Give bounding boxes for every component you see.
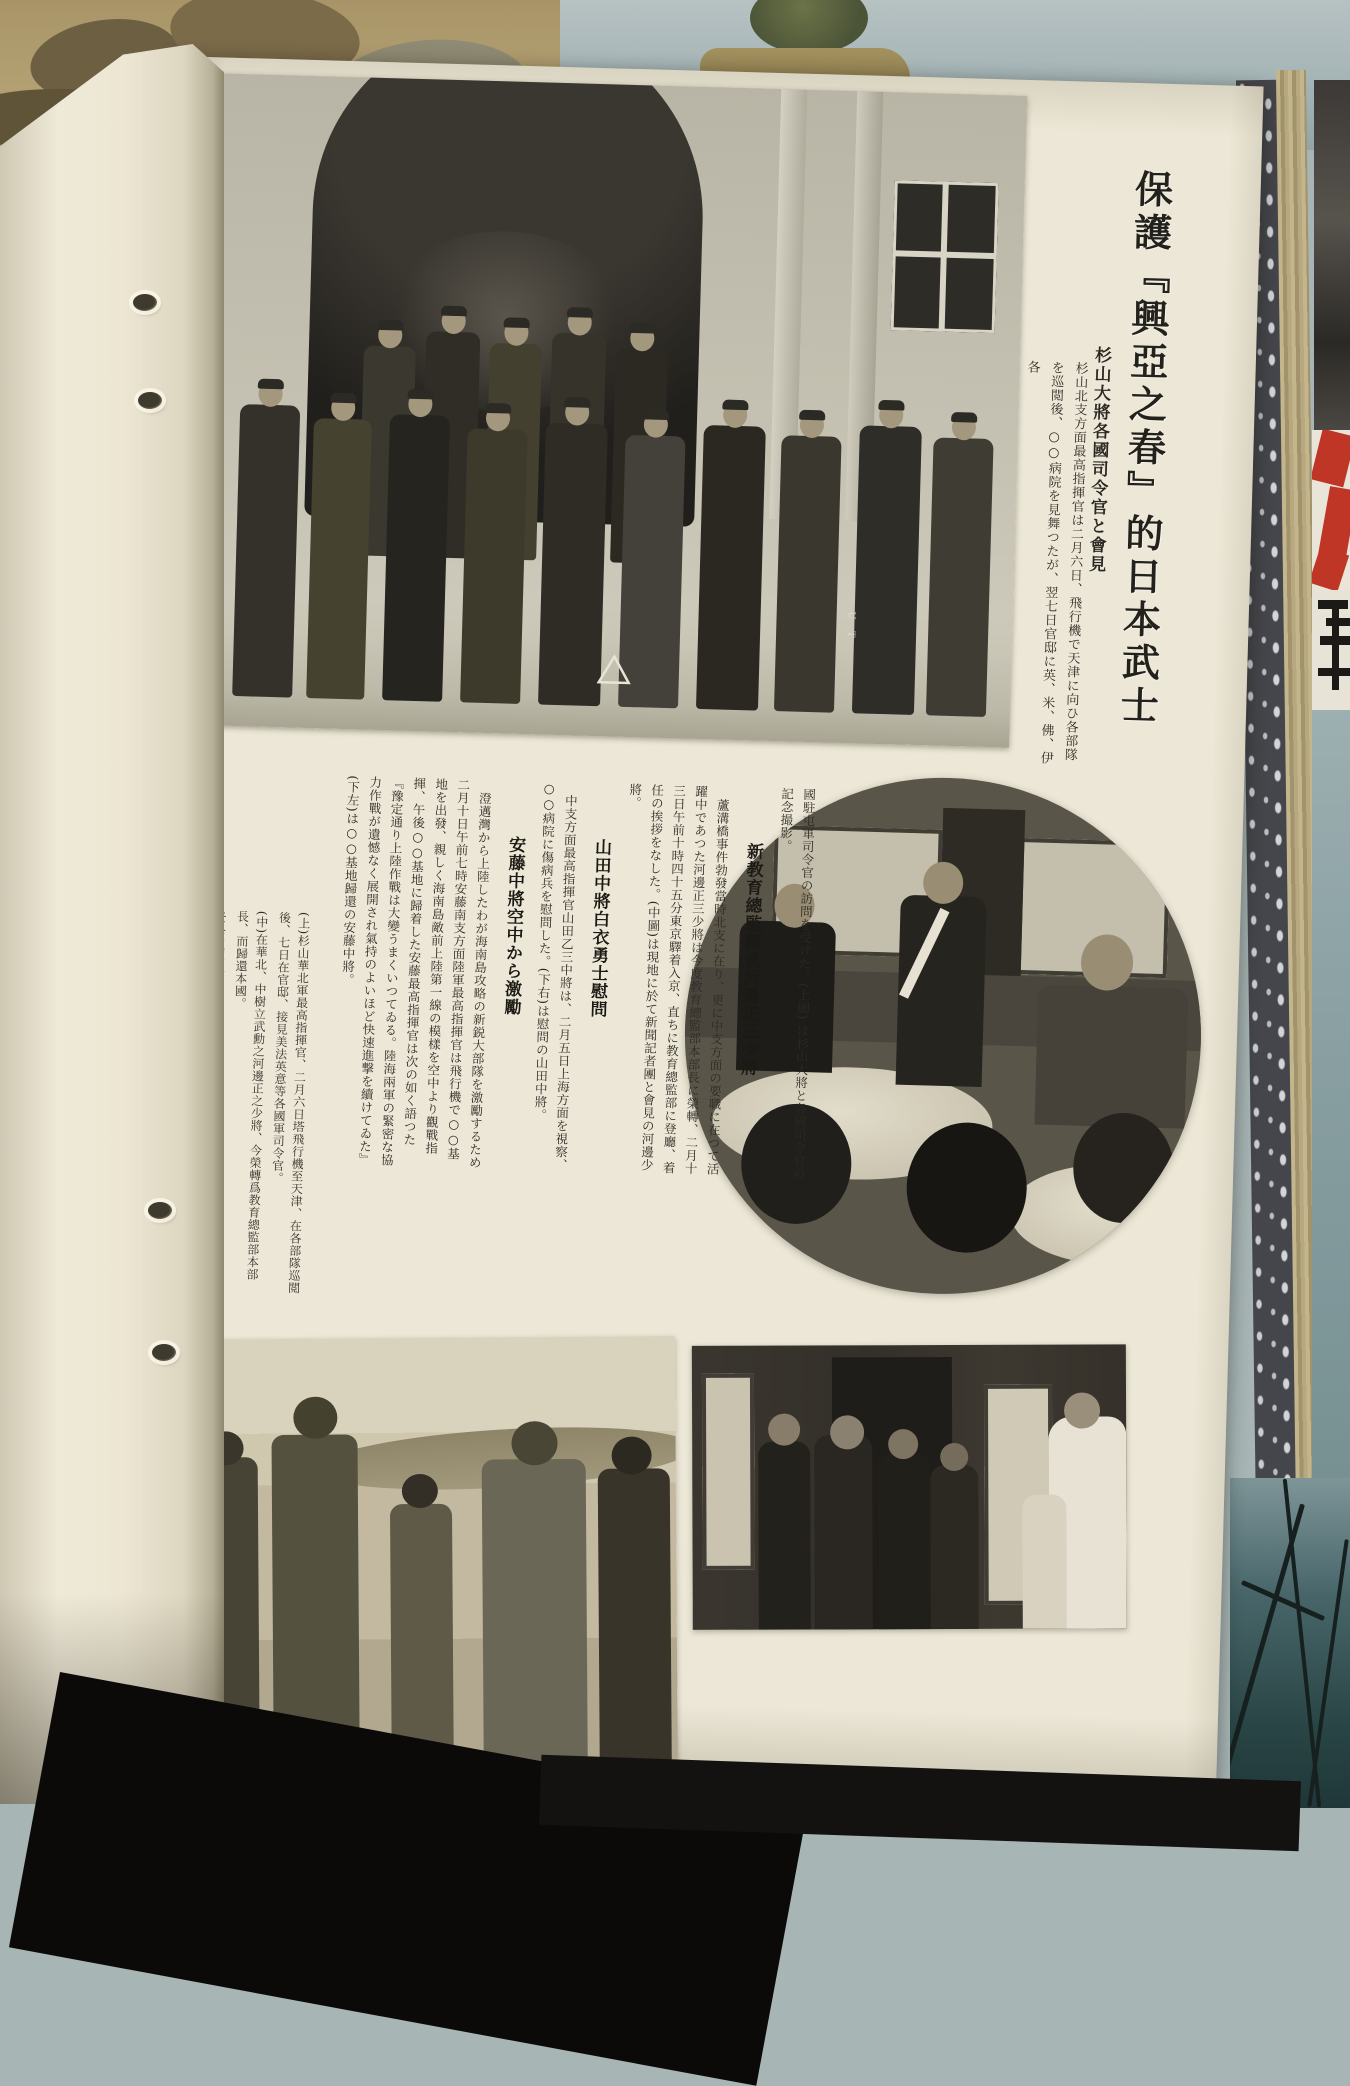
officer-head: [940, 1443, 968, 1471]
section-heading-ando: 安藤中將空中から激勵: [500, 835, 526, 1017]
page-subtitle: 杉山大將各國司令官と會見: [1084, 345, 1112, 575]
officer-figure: [232, 404, 300, 698]
general-head: [511, 1421, 557, 1465]
seated-general: [1035, 985, 1189, 1129]
facing-page-stack: [0, 44, 224, 1804]
aide-silhouette: [598, 1468, 672, 1766]
partial-characters-page-behind: [1312, 590, 1350, 710]
photo-ando-beach: [193, 1336, 678, 1769]
triangle-mark: [597, 654, 632, 685]
chinese-caption-middle: (中)在華北、中樹立武勳之河邊正之少將、今榮轉爲教育總監部本部長、而歸還本國。: [232, 910, 270, 1281]
magazine-page: [124, 56, 1263, 1788]
lead-caption-text: 杉山北支方面最高指揮官は二月六日、飛行機で天津に向ひ各部隊を巡閲後、○○病院を見舞つたが、翌七日官邸に英、米、佛、伊各: [1024, 359, 1088, 766]
aide-head: [611, 1436, 651, 1474]
officer-figure: [852, 425, 922, 715]
punch-hole: [133, 294, 157, 311]
blue-gray-photo-page-behind: [1312, 710, 1350, 1500]
window-grid: [891, 180, 999, 333]
punch-hole: [138, 392, 162, 409]
bowing-officer-silhouette: [814, 1435, 873, 1629]
article-body: [289, 774, 826, 1183]
officer-silhouette: [878, 1453, 931, 1629]
officer-head: [888, 1429, 918, 1459]
dark-photo-page-behind: [1314, 80, 1350, 430]
officer-head: [768, 1414, 800, 1446]
chinese-caption-top: (上)杉山華北軍最高指揮官、二月六日塔飛行機至天津、在各部隊巡閲後、七日在官邸、接見美法英意等各國軍司令官。: [270, 911, 312, 1295]
punch-hole: [152, 1344, 176, 1361]
window: [702, 1374, 755, 1570]
officer-figure: [382, 414, 450, 702]
photo-hospital-visit: [692, 1344, 1127, 1630]
officer-figure: [306, 418, 372, 700]
red-title-page-behind: [1312, 430, 1350, 590]
glyph-bit: [1318, 668, 1350, 676]
red-shape: [1312, 546, 1349, 590]
section-body-yamada: 中支方面最高指揮官山田乙三中將は、二月五日上海方面を視察、○○病院に傷病兵を慰問した。(下右)は慰問の山田中將。: [532, 780, 579, 1172]
nurse-in-white: [1022, 1495, 1066, 1629]
helmet-shape: [750, 0, 868, 54]
photo-credit-mark: U T: [844, 611, 857, 642]
mast-silhouette: [1307, 1539, 1349, 1807]
officer-figure: [774, 435, 842, 713]
sea-photo-behind-bottom-right: [1230, 1478, 1350, 1808]
page-headline: 保護『興亞之春』的日本武士: [1113, 168, 1175, 729]
officer-figure: [460, 428, 528, 704]
section-heading-kawabe: 新教育總監部長河邊正三少將: [736, 842, 764, 1077]
group-photo-officers-commanders: [203, 73, 1027, 747]
punch-hole: [148, 1202, 172, 1219]
officer-figure: [696, 425, 766, 711]
patient-head: [1064, 1392, 1100, 1428]
smiling-general-silhouette: [482, 1459, 588, 1768]
spar-silhouette: [1241, 1580, 1325, 1621]
officer-silhouette: [390, 1504, 454, 1768]
officer-silhouette: [758, 1441, 811, 1629]
foreground-head: [905, 1121, 1029, 1254]
lead-caption-continued: 國駐屯軍司令官の訪問を受けた。(上圖) は杉山大將と各國司令官の記念撮影。: [778, 787, 817, 1181]
lead-caption: [1024, 359, 1091, 771]
section-body-kawabe: 蘆溝橋事件勃發當時北支に在り、更に中支方面の要職に在つて活躍中であつた河邊正三少將は今度教育總監部本部長に榮轉、二月十三日午前十時四十五分東京驛着入京、直ちに教育總監部に登廳、着任の挨拶をなした。(中圖)は現地に於て新聞記者團と會見の河邊少將。: [627, 783, 731, 1176]
section-body-ando: 澄邁灣から上陸したわが海南島攻略の新鋭大部隊を激勵するため二月十日午前七時安藤南支方面陸軍最高指揮官は飛行機で○○基地を出發、親しく海南島敵前上陸第一線の模樣を空中より觀戰指揮、午後○○基地に歸着した安藤最高指揮官は次の如く語つた『豫定通り上陸作戰は大變うまくいつてゐる。陸海兩軍の緊密な協力作戰が遺憾なく展開され氣持のよいほど快速進撃を續けてゐた』(下左)は○○基地歸還の安藤中將。: [340, 775, 493, 1170]
officer-figure: [926, 437, 994, 717]
red-shape: [1312, 430, 1350, 487]
officer-head: [402, 1474, 438, 1508]
section-heading-yamada: 山田中將白衣勇士慰問: [586, 838, 612, 1019]
officer-silhouette: [930, 1465, 979, 1629]
officer-head: [293, 1397, 337, 1439]
glyph-bit: [1332, 600, 1339, 690]
